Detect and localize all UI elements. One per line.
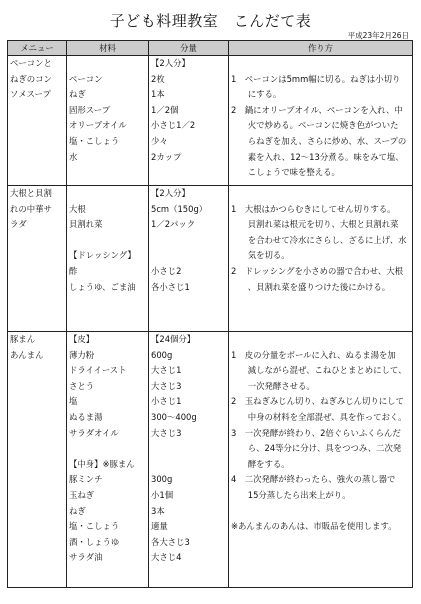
- materials-line: 塩・こしょう: [69, 521, 120, 532]
- materials-line: 酒・しょうゆ: [69, 536, 120, 547]
- materials-line: 【皮】: [69, 334, 95, 344]
- method-line: 2 鍋にオリーブオイル、ベーコンを入れ、中: [231, 104, 403, 115]
- materials-line: ぬるま湯: [69, 411, 103, 422]
- method-line: 中身の材料を全部混ぜ、具を作っておく。: [231, 411, 407, 422]
- quantity-cell: [149, 56, 229, 186]
- menu-line: ベーコンと: [10, 58, 52, 68]
- materials-line: 塩: [69, 396, 78, 407]
- quantity-line: 600g: [151, 349, 173, 360]
- menu-table: [7, 40, 413, 588]
- method-line: 一次発酵させる。: [231, 380, 315, 391]
- quantity-line: 大さじ3: [151, 380, 182, 391]
- method-line: [231, 504, 410, 520]
- method-line: を合わせて冷水にさらし、ざるに上げ、水: [231, 234, 407, 245]
- materials-line: 玉ねぎ: [69, 489, 95, 500]
- method-line: 減しながら混ぜ、こねひとまとめにして、: [231, 365, 407, 376]
- materials-line: さとう: [69, 380, 95, 391]
- header-quantity: 分量: [149, 41, 229, 56]
- materials-line: ドライイースト: [69, 365, 127, 376]
- method-line: 気を切る。: [231, 250, 290, 261]
- method-line: 、貝割れ菜を盛りつけた後にかける。: [231, 281, 391, 292]
- quantity-line: 2カップ: [151, 151, 182, 162]
- materials-line: オリーブオイル: [69, 120, 127, 131]
- quantity-line: 【2人分】: [151, 58, 190, 68]
- header-method: 作り方: [229, 41, 413, 56]
- method-line: 2 玉ねぎみじん切り、ねぎみじん切りにして: [231, 396, 404, 407]
- quantity-line: 各大さじ3: [151, 536, 190, 547]
- page-title: 子ども料理教室 こんだて表: [109, 12, 312, 30]
- materials-line: 薄力粉: [69, 349, 95, 360]
- quantity-line: 300g: [151, 474, 173, 485]
- materials-line: サラダ油: [69, 552, 103, 563]
- materials-line: 貝割れ菜: [69, 219, 103, 230]
- method-line: [231, 186, 410, 202]
- menu-line: ソメスープ: [10, 89, 51, 100]
- method-line: 2 ドレッシングを小さめの器で合わせ、大根: [231, 265, 404, 276]
- header-menu: メニュー: [8, 41, 67, 56]
- method-line: 素を入れ、12～13分煮る。味をみて塩、: [231, 151, 404, 162]
- method-line: ※あんまんのあんは、市販品を使用します。: [231, 521, 397, 532]
- quantity-line: [151, 457, 226, 473]
- menu-cell: [8, 186, 67, 332]
- quantity-line: [151, 248, 226, 264]
- materials-line: サラダオイル: [69, 427, 119, 438]
- method-line: 1 ベーコンは5mm幅に切る。ねぎは小切り: [231, 73, 401, 84]
- menu-line: あんまん: [10, 349, 44, 360]
- materials-line: しょうゆ、ごま油: [69, 281, 136, 292]
- quantity-line: 小さじ2: [151, 265, 182, 276]
- method-cell: [229, 56, 413, 186]
- method-line: 1 皮の分量をボールに入れ、ぬるま湯を加: [231, 349, 396, 360]
- quantity-line: 【2人分】: [151, 188, 190, 198]
- quantity-line: 1本: [151, 89, 165, 100]
- materials-line: 水: [69, 151, 78, 162]
- quantity-line: 1／2個: [151, 104, 179, 115]
- materials-line: ねぎ: [69, 505, 86, 516]
- quantity-line: 小さじ1／2: [151, 120, 196, 131]
- date-label: 平成23年2月26日: [347, 31, 409, 40]
- menu-line: れの中華サ: [10, 203, 52, 214]
- method-line: こしょうで味を整える。: [231, 167, 340, 178]
- method-line: 4 二次発酵が終わったら、強火の蒸し器で: [231, 474, 396, 485]
- method-line: にする。: [231, 89, 282, 100]
- quantity-line: 【24個分】: [151, 334, 196, 344]
- materials-line: 大根: [69, 203, 86, 214]
- table-row: [8, 186, 413, 332]
- method-line: [231, 332, 410, 348]
- quantity-line: 3本: [151, 505, 165, 516]
- menu-cell: [8, 56, 67, 186]
- method-line: 酵をする。: [231, 458, 290, 469]
- quantity-line: [151, 233, 226, 249]
- materials-line: 固形スープ: [69, 104, 111, 115]
- quantity-line: 大さじ1: [151, 365, 182, 376]
- quantity-line: 5cm（150g）: [151, 203, 208, 214]
- materials-line: ベーコン: [69, 73, 103, 84]
- quantity-line: 適量: [151, 521, 168, 532]
- menu-line: ねぎのコン: [10, 73, 52, 84]
- method-cell: [229, 332, 413, 588]
- menu-line: ラダ: [10, 219, 27, 230]
- quantity-line: 小さじ1: [151, 396, 182, 407]
- quantity-line: 300～400g: [151, 411, 197, 422]
- materials-line: [69, 56, 146, 72]
- materials-line: 【ドレッシング】: [69, 250, 136, 261]
- materials-cell: [67, 332, 149, 588]
- method-line: 1 大根はかつらむきにしてせん切りする。: [231, 203, 396, 214]
- method-line: 3 一次発酵が終わり、2倍ぐらいふくらんだ: [231, 427, 401, 438]
- quantity-line: 2枚: [151, 73, 165, 84]
- materials-line: 【中身】※豚まん: [69, 458, 135, 469]
- materials-line: 酢: [69, 265, 78, 276]
- materials-line: ねぎ: [69, 89, 86, 100]
- menu-cell: [8, 332, 67, 588]
- method-line: 貝割れ菜は根元を切り、大根と貝割れ菜: [231, 219, 399, 230]
- materials-line: 塩・こしょう: [69, 135, 120, 146]
- materials-line: [69, 441, 146, 457]
- method-line: 15分蒸したら出来上がり。: [231, 489, 351, 500]
- menu-line: 豚まん: [10, 334, 36, 344]
- method-line: らねぎを加え、さらに炒め、水、スープの: [231, 135, 407, 146]
- materials-cell: [67, 56, 149, 186]
- table-row: [8, 332, 413, 588]
- method-line: 火で炒める。ベーコンに焼き色がついた: [231, 120, 399, 131]
- quantity-cell: [149, 332, 229, 588]
- materials-cell: [67, 186, 149, 332]
- method-cell: [229, 186, 413, 332]
- menu-line: 大根と貝割: [10, 188, 52, 198]
- materials-line: [69, 233, 146, 249]
- header-materials: 材料: [67, 41, 149, 56]
- method-line: ら、24等分に分け、具をつつみ、二次発: [231, 443, 402, 454]
- quantity-line: 各小さじ1: [151, 281, 190, 292]
- table-header-row: [8, 41, 413, 56]
- quantity-cell: [149, 186, 229, 332]
- table-row: [8, 56, 413, 186]
- quantity-line: 大さじ3: [151, 427, 182, 438]
- quantity-line: [151, 441, 226, 457]
- materials-line: 豚ミンチ: [69, 474, 103, 485]
- quantity-line: 大さじ4: [151, 552, 182, 563]
- method-line: [231, 56, 410, 72]
- quantity-line: 1／2パック: [151, 219, 196, 230]
- quantity-line: 小1個: [151, 489, 174, 500]
- materials-line: [69, 186, 146, 202]
- quantity-line: 少々: [151, 135, 168, 146]
